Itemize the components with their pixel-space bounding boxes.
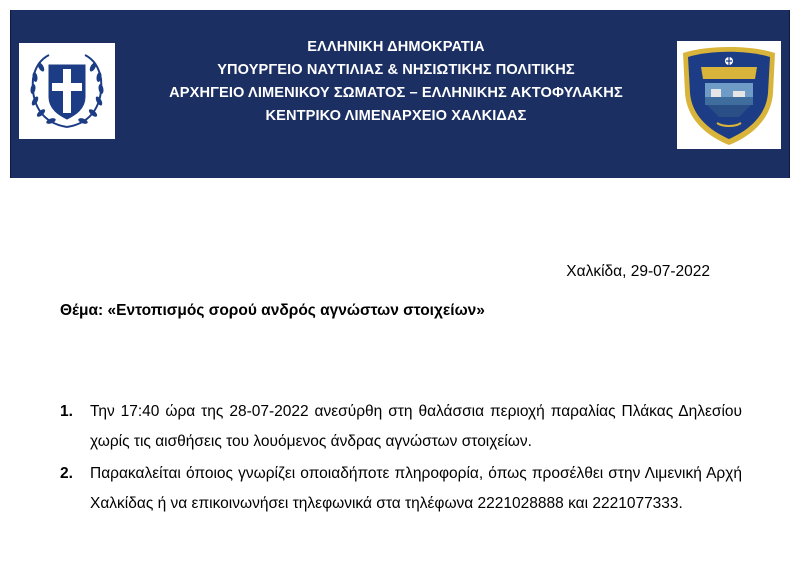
list-item-text: Την 17:40 ώρα της 28-07-2022 ανεσύρθη στη θαλάσσια περιοχή παραλίας Πλάκας Δηλεσίου χωρίς τις αισθήσεις του λουόμενος άνδρας αγνώστων στοιχείων. [90, 403, 742, 450]
document-date: Χαλκίδα, 29-07-2022 [566, 263, 710, 280]
list-item-text: Παρακαλείται όποιος γνωρίζει οποιαδήποτε πληροφορία, όπως προσέλθει στην Λιμενική Αρχή Χαλκίδας ή να επικοινωνήσει τηλεφωνικά στα τηλέφωνα 2221028888 και 2221077333. [90, 465, 742, 512]
letterhead-text [131, 36, 661, 128]
header-line-ministry: ΥΠΟΥΡΓΕΙΟ ΝΑΥΤΙΛΙΑΣ & ΝΗΣΙΩΤΙΚΗΣ ΠΟΛΙΤΙΚΗΣ [217, 62, 575, 78]
document-subject: Θέμα: «Εντοπισμός σορού ανδρός αγνώστων στοιχείων» [60, 302, 485, 319]
greek-coat-of-arms-icon [19, 43, 115, 139]
list-item [60, 459, 742, 519]
numbered-list [60, 397, 742, 521]
header-line-headquarters: ΑΡΧΗΓΕΙΟ ΛΙΜΕΝΙΚΟΥ ΣΩΜΑΤΟΣ – ΕΛΛΗΝΙΚΗΣ ΑΚΤΟΦΥΛΑΚΗΣ [169, 85, 623, 101]
coat-of-arms-graphic [19, 43, 115, 139]
coast-guard-shield-icon [677, 41, 781, 149]
header-line-country: ΕΛΛΗΝΙΚΗ ΔΗΜΟΚΡΑΤΙΑ [307, 39, 485, 55]
list-item-number: 1. [60, 403, 73, 420]
header-line-port-authority: ΚΕΝΤΡΙΚΟ ΛΙΜΕΝΑΡΧΕΙΟ ΧΑΛΚΙΔΑΣ [265, 108, 527, 124]
list-item [60, 397, 742, 457]
letterhead-banner [10, 10, 790, 178]
coast-guard-shield-graphic [677, 41, 781, 149]
list-item-number: 2. [60, 465, 73, 482]
